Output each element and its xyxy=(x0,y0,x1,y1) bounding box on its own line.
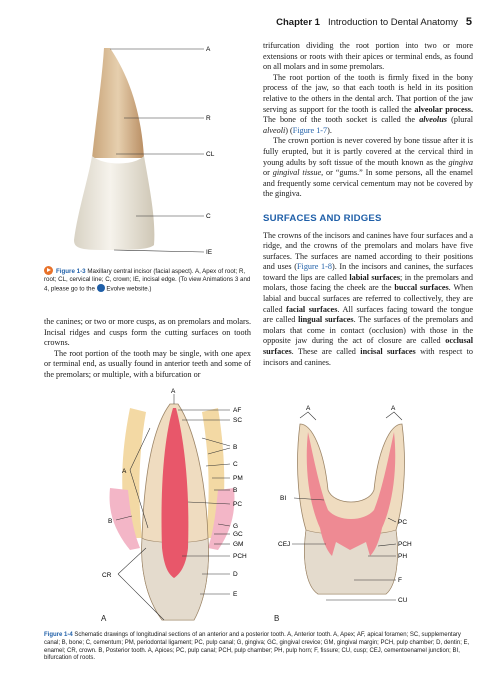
fig14b-label-pc: PC xyxy=(398,519,408,526)
left-column-text xyxy=(44,317,251,381)
fig14a-label-g: G xyxy=(233,523,239,530)
fig14-caption-text: Schematic drawings of longitudinal sections of an anterior and a posterior tooth. A, Anterior tooth. A, Apex; AF, apical foramen; SC, supplementary canal; B, bone; C, cementum; PM, periodontal ligament; PC, pulp canal; G, gingiva; GC, gingival crevice; GM, gingival margin; PCH, pulp chamber; D, dentin; E, enamel; CR, crown. B, Posterior tooth. A, Apices; PC, pulp canal; PCH, pulp chamber; PH, pulp horn; F, fissure; CU, cusp; CEJ, cementoenamel junction; BI, bifurcation of roots. xyxy=(44,632,470,662)
page-number: 5 xyxy=(465,16,472,28)
panel-label-b: B xyxy=(274,614,280,623)
fig13-label-a: A xyxy=(206,46,211,53)
fig13-caption-label: Figure 1-3 xyxy=(56,268,86,275)
figure-1-4b-posterior-section xyxy=(278,405,428,610)
fig14b-label-bi: BI xyxy=(280,495,287,502)
link-figure-1-7[interactable]: Figure 1-7 xyxy=(292,125,328,135)
fig14-caption-label: Figure 1-4 xyxy=(44,632,73,638)
fig13-label-r: R xyxy=(206,115,211,122)
animation-play-icon[interactable] xyxy=(44,266,53,275)
fig14a-label-gc: GC xyxy=(233,531,243,538)
fig14b-label-ph: PH xyxy=(398,553,408,560)
figure-1-3-caption xyxy=(44,266,251,294)
panel-label-a: A xyxy=(101,614,107,623)
fig13-caption-end: Evolve website.) xyxy=(106,285,152,293)
fig14b-label-pch: PCH xyxy=(398,541,412,548)
fig14a-label-c: C xyxy=(233,461,238,468)
running-header xyxy=(258,14,472,30)
fig14a-label-apex: A xyxy=(171,388,176,395)
fig14a-label-pch: PCH xyxy=(233,553,247,560)
fig14a-label-d: D xyxy=(233,571,238,578)
right-paragraph-4: The crowns of the incisors and canines have four surfaces and a ridge, and the crowns of the premolars and molars have five surfaces. The surfaces are named according to their positions and uses (Figure 1-8). In the incisors and canines, the surfaces toward the lips are called labial surfaces; in the premolars and molars, those facing the cheek are the buccal surfaces. When labial and buccal surfaces are referred to collectively, they are called facial surfaces. All surfaces facing toward the tongue are called lingual surfaces. The surfaces of the premolars and molars that come in contact (occlusion) with those in the opposite jaw during the act of closure are called occlusal surfaces. These are called incisal surfaces with respect to incisors and canines. xyxy=(263,230,474,367)
fig14a-label-a-left: A xyxy=(122,468,127,475)
fig13-label-ie: IE xyxy=(206,249,213,256)
fig13-label-c: C xyxy=(206,213,211,220)
fig14b-label-apex-1: A xyxy=(306,405,311,412)
left-paragraph-2: The root portion of the tooth may be single, with one apex or terminal end, as usually found in anterior teeth and some of the premolars; or multiple, with a bifurcation or xyxy=(44,348,251,379)
fig14a-label-pc: PC xyxy=(233,501,243,508)
fig14b-label-cej: CEJ xyxy=(278,541,291,548)
figure-1-4a-anterior-section xyxy=(90,388,275,630)
fig14b-label-apex-2: A xyxy=(391,405,396,412)
right-paragraph-1: trifurcation dividing the root portion into two or more extensions or roots with their apices or terminal ends, as found on all molars and in some premolars. xyxy=(263,41,473,72)
right-column-text xyxy=(263,41,473,368)
fig14b-label-f: F xyxy=(398,577,402,584)
fig14b-label-cu: CU xyxy=(398,597,408,604)
fig14a-label-cr: CR xyxy=(102,572,112,579)
link-figure-1-8[interactable]: Figure 1-8 xyxy=(297,262,332,272)
evolve-logo-icon xyxy=(97,284,105,292)
right-paragraph-3: The crown portion is never covered by bone tissue after it is fully erupted, but it is partly covered at the cervical third in young adults by soft tissue of the mouth known as the gingiva or gingival tissue, or “gums.” In some persons, all the enamel and frequently some cervical cementum may not be covered by the gingiva. xyxy=(263,136,474,199)
incisor-crown xyxy=(74,156,154,250)
fig14a-label-b-left: B xyxy=(108,518,113,525)
header-chapter: Chapter 1 xyxy=(276,16,320,28)
fig14a-label-b1: B xyxy=(233,444,238,451)
figure-1-4-caption xyxy=(44,632,474,663)
section-heading: SURFACES AND RIDGES xyxy=(263,212,382,224)
left-paragraph-1: the canines; or two or more cusps, as on premolars and molars. Incisal ridges and cusps form the cutting surfaces on tooth crowns. xyxy=(44,317,251,348)
fig14a-label-af: AF xyxy=(233,407,242,414)
fig14a-label-sc: SC xyxy=(233,417,243,424)
fig14a-label-pm: PM xyxy=(233,475,243,482)
incisor-root xyxy=(92,48,144,158)
fig14a-label-e: E xyxy=(233,591,238,598)
fig13-caption-text: Maxillary central incisor (facial aspect). A, Apex of root; R, root; CL, cervical line; C, crown; IE, incisal edge. (To view Animations 3 and 4, please go to the xyxy=(44,268,251,293)
header-title: Introduction to Dental Anatomy xyxy=(327,16,458,28)
fig14a-label-b2: B xyxy=(233,487,238,494)
fig14a-label-gm: GM xyxy=(233,541,244,548)
figure-1-3-incisor xyxy=(44,40,254,262)
fig13-label-cl: CL xyxy=(206,151,215,158)
right-paragraph-2: The root portion of the tooth is firmly fixed in the bony process of the jaw, so that each tooth is held in its position relative to the others in the dental arch. That portion of the jaw serving as support for the tooth is called the alveolar process. The bone of the tooth socket is called the alveolus (plural alveoli) (Figure 1-7). xyxy=(263,72,474,135)
